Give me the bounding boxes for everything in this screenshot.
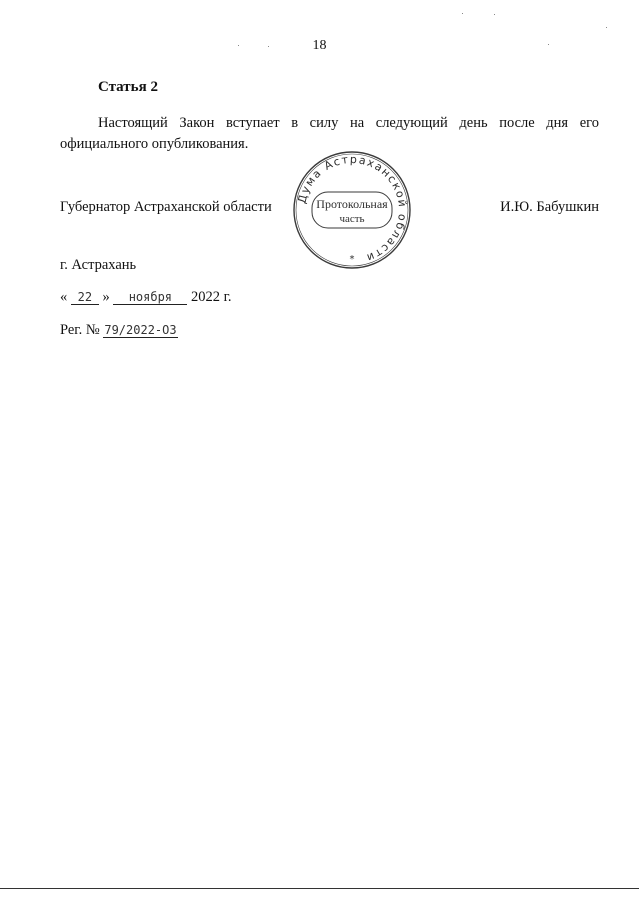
- date-close-quote: »: [102, 289, 110, 305]
- registration-label: Рег. №: [60, 322, 100, 338]
- article-heading: Статья 2: [98, 79, 158, 95]
- seal-center-line-1: Протокольная: [316, 197, 388, 211]
- official-seal-stamp: [290, 148, 414, 272]
- seal-center-line-2: часть: [339, 213, 365, 225]
- seal-star: *: [349, 254, 355, 265]
- date-open-quote: «: [60, 289, 68, 305]
- scan-speck: [548, 44, 549, 45]
- signatory-position: Губернатор Астраханской области: [60, 199, 272, 215]
- signing-date: [60, 289, 232, 306]
- scan-speck: [238, 45, 239, 46]
- page-number: 18: [312, 38, 327, 53]
- date-day: 22: [71, 290, 99, 305]
- registration-number: 79/2022-ОЗ: [104, 323, 177, 337]
- page-bottom-rule: [0, 888, 639, 889]
- scan-speck: [606, 27, 607, 28]
- scan-speck: [268, 46, 269, 47]
- signatory-name: И.Ю. Бабушкин: [500, 199, 599, 215]
- date-month: ноября: [113, 290, 187, 305]
- seal-ring-text: Дума Астраханской области: [295, 152, 410, 265]
- scan-speck: [494, 14, 495, 15]
- article-body: Настоящий Закон вступает в силу на следующий день после дня его официального опубликования.: [60, 115, 599, 152]
- registration-line: [60, 322, 178, 339]
- scan-speck: [462, 13, 463, 14]
- place-of-signing: г. Астрахань: [60, 257, 137, 273]
- date-year: 2022 г.: [191, 289, 232, 305]
